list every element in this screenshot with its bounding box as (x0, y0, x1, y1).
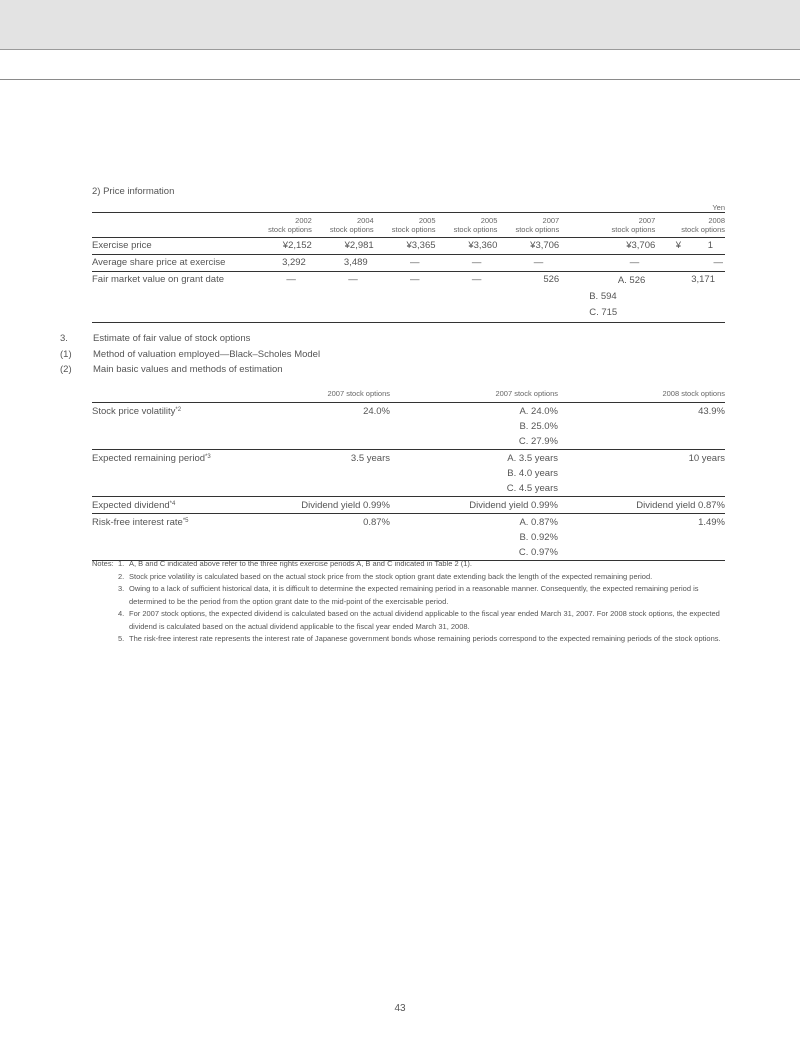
table-cell (390, 450, 558, 497)
note-number: 3. (118, 584, 125, 593)
table-cell: — (312, 272, 374, 323)
multi-value: B. 25.0% (519, 421, 558, 432)
column-header: 2008 stock options (655, 213, 725, 238)
row-label: Expected dividend$^{*4}$ (92, 497, 250, 514)
table-cell: 3,292 (250, 255, 312, 272)
table-cell: — (436, 272, 498, 323)
table-row (92, 255, 725, 272)
table-cell: 10 years (558, 450, 725, 497)
yen-prefix: ¥ (675, 240, 681, 251)
column-header: 2005 stock options (436, 213, 498, 238)
table-cell: — (436, 255, 498, 272)
note-text: Stock price volatility is calculated based on the actual stock price from the stock option grant date extending back the length of the expected remaining period. (129, 571, 653, 581)
row-label: Fair market value on grant date (92, 272, 250, 323)
price-table-header-row (92, 213, 725, 238)
multi-value: A. 526 (617, 275, 646, 286)
note-item (92, 608, 725, 633)
note-number: 1. (118, 559, 125, 568)
row-label: Average share price at exercise (92, 255, 250, 272)
table-cell: ¥3,706 (497, 238, 559, 255)
price-information-table (92, 212, 725, 323)
table-cell: — (250, 272, 312, 323)
table-cell: — (374, 272, 436, 323)
table-row (92, 497, 725, 514)
multi-value: Dividend yield 0.99% (469, 500, 558, 511)
table-cell: 526 (497, 272, 559, 323)
note-number: 2. (118, 571, 125, 581)
note-item (92, 583, 725, 608)
table-cell: 0.87% (250, 514, 390, 561)
table-cell: 24.0% (250, 403, 390, 450)
table-cell: 1.49% (558, 514, 725, 561)
page-number: 43 (394, 1003, 406, 1014)
multi-value: C. 0.97% (518, 547, 558, 558)
footnote-marker: *4 (169, 501, 176, 507)
table-cell (390, 514, 558, 561)
table-cell (655, 238, 725, 255)
note-text: A, B and C indicated above refer to the three rights exercise periods A, B and C indicated in Table 2 (1). (129, 559, 472, 568)
cell-value: 1 (707, 240, 713, 251)
notes (92, 558, 725, 646)
note-text: Owing to a lack of sufficient historical data, it is difficult to determine the expected remaining period in a reasonable manner. Consequently, the expected remaining period is determined to be the period from the option grant date to the mid-point of the exercisable period. (129, 584, 699, 606)
basic-table-corner (92, 387, 250, 403)
column-header: 2002 stock options (250, 213, 312, 238)
valuation-method: (1) Method of valuation employed—Black–Scholes Model (60, 349, 321, 360)
table-cell (390, 403, 558, 450)
note-number: 4. (118, 609, 125, 618)
footnote-marker: *5 (182, 518, 189, 524)
section-title: 2) Price information (92, 186, 175, 197)
note-item (92, 558, 725, 571)
table-cell: 43.9% (558, 403, 725, 450)
header-rule (0, 79, 800, 80)
table-cell: ¥3,360 (436, 238, 498, 255)
row-label: Risk-free interest rate$^{*5}$ (92, 514, 250, 561)
note-number: 5. (118, 634, 125, 643)
header-band (0, 0, 800, 50)
row-label: Stock price volatility$^{*2}$ (92, 403, 250, 450)
table-cell: — (655, 255, 725, 272)
column-header: 2005 stock options (374, 213, 436, 238)
note-text: The risk-free interest rate represents the interest rate of Japanese government bonds whose remaining periods correspond to the expected remaining periods of the stock options. (129, 634, 721, 643)
basic-values-heading: (2) Main basic values and methods of estimation (60, 364, 283, 375)
table-cell: ¥2,152 (250, 238, 312, 255)
basic-table-header-row (92, 387, 725, 403)
table-cell: Dividend yield 0.87% (558, 497, 725, 514)
unit-label: Yen (712, 203, 725, 212)
table-cell (559, 272, 655, 323)
footnote-marker: *3 (205, 454, 211, 460)
table-row (92, 450, 725, 497)
table-cell: Dividend yield 0.99% (250, 497, 390, 514)
multi-value: A. 24.0% (519, 406, 558, 417)
multi-value: B. 594 (589, 291, 617, 302)
table-row (92, 403, 725, 450)
table-cell: ¥3,365 (374, 238, 436, 255)
table-cell: — (374, 255, 436, 272)
multi-value: C. 4.5 years (506, 483, 558, 494)
notes-prefix: Notes: (92, 559, 114, 568)
column-header: 2007 stock options (250, 387, 390, 403)
column-header: 2008 stock options (558, 387, 725, 403)
column-header: 2004 stock options (312, 213, 374, 238)
table-cell: 3.5 years (250, 450, 390, 497)
table-cell: 3,171 (655, 272, 725, 323)
column-header: 2007 stock options (390, 387, 558, 403)
multi-value: C. 715 (589, 307, 618, 318)
note-item (92, 633, 725, 646)
table-cell: — (559, 255, 655, 272)
footnote-marker: *2 (175, 407, 182, 413)
basic-values-table (92, 387, 725, 561)
row-label: Expected remaining period$^{*3}$ (92, 450, 250, 497)
table-row (92, 272, 725, 323)
multi-value: C. 27.9% (518, 436, 558, 447)
estimate-heading: 3. Estimate of fair value of stock options (60, 333, 251, 344)
multi-value: B. 0.92% (519, 532, 558, 543)
multi-value: A. 0.87% (519, 517, 558, 528)
note-item (92, 571, 725, 584)
table-cell: ¥2,981 (312, 238, 374, 255)
column-header: 2007 stock options (497, 213, 559, 238)
table-cell: 3,489 (312, 255, 374, 272)
table-cell (390, 497, 558, 514)
multi-value: A. 3.5 years (507, 453, 558, 464)
table-row (92, 238, 725, 255)
table-cell: — (497, 255, 559, 272)
table-row (92, 514, 725, 561)
price-table-corner (92, 213, 250, 238)
table-cell: ¥3,706 (559, 238, 655, 255)
row-label: Exercise price (92, 238, 250, 255)
note-text: For 2007 stock options, the expected dividend is calculated based on the actual dividend applicable to the fiscal year ended March 31, 2007. For 2008 stock options, the expected dividend is calculated based on the actual dividend applicable to the fiscal year ended March 31, 2008. (129, 609, 720, 631)
multi-value: B. 4.0 years (507, 468, 558, 479)
column-header: 2007 stock options (559, 213, 655, 238)
